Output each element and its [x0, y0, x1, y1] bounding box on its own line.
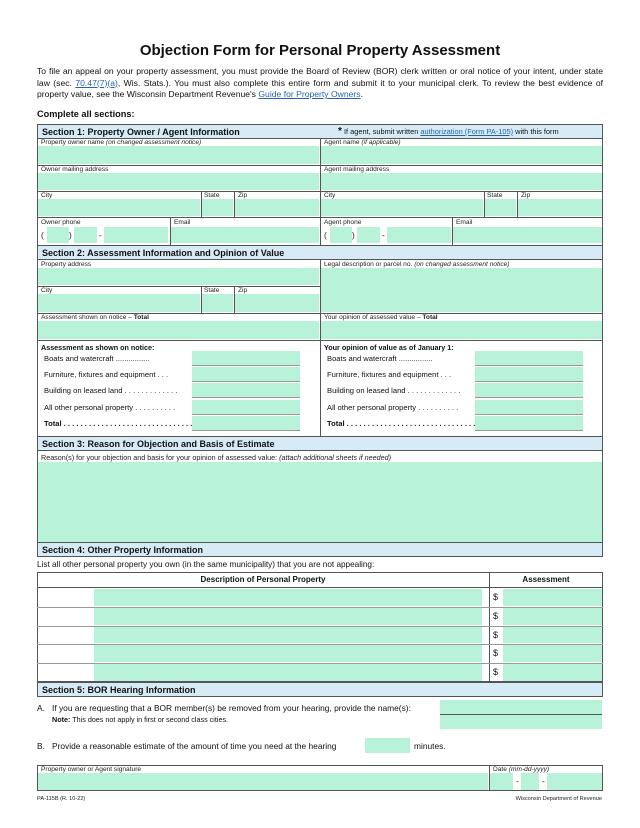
agent-address-label: Agent mailing address [324, 166, 390, 173]
divider [192, 430, 300, 431]
other-property-assessment-field[interactable] [503, 589, 602, 606]
owner-name-field[interactable] [38, 146, 319, 164]
department-name: Wisconsin Department of Revenue [515, 796, 602, 802]
notice-row-label: Building on leased land . . . . . . . . . . . . . [44, 386, 178, 396]
divider [37, 587, 603, 588]
agent-phone-prefix-field[interactable] [357, 227, 380, 243]
note-pre: If agent, submit written [341, 127, 421, 136]
owner-city-label: City [41, 192, 53, 199]
signature-label: Property owner or Agent signature [41, 766, 142, 773]
section2-right-border [602, 260, 603, 436]
section5-title: Section 5: BOR Hearing Information [42, 685, 196, 695]
assessment-notice-heading: Assessment as shown on notice: [41, 343, 155, 352]
section4-header [37, 542, 603, 557]
property-state-label: State [204, 287, 220, 294]
description-column-header: Description of Personal Property [200, 575, 326, 584]
opinion-value-heading: Your opinion of value as of January 1: [324, 343, 454, 352]
date-day-field[interactable] [521, 773, 539, 790]
bor-member-names-field-1[interactable] [440, 700, 602, 714]
owner-zip-label: Zip [238, 192, 248, 199]
notice-row-value-field[interactable] [192, 416, 300, 430]
notice-row-label: Furniture, fixtures and equipment . . . [44, 370, 169, 380]
reason-field[interactable] [38, 462, 602, 542]
agent-phone-dash: - [382, 230, 385, 240]
section1-title: Section 1: Property Owner / Agent Information [42, 127, 240, 137]
other-property-description-field[interactable] [94, 608, 482, 625]
intro-text-1: To file an appeal on your property assessment, you must provide the Board of Review (BOR) clerk written or oral notice of your intent, under state law (sec. [37, 66, 603, 88]
notice-row-label: Total . . . . . . . . . . . . . . . . . . . . . . . . . . . . . . . [44, 418, 193, 428]
dollar-sign: $ [493, 610, 499, 621]
reason-label: Reason(s) for your objection and basis for your opinion of assessed value: (attach additional sheets if needed) [41, 453, 392, 462]
note-post: with this form [513, 127, 559, 136]
agent-email-label: Email [456, 219, 473, 226]
other-property-description-field[interactable] [94, 645, 482, 662]
notice-row-label: Boats and watercraft ................ [44, 354, 150, 363]
form-id: PA-115B (R. 10-22) [37, 796, 86, 802]
opinion-row-value-field[interactable] [475, 383, 583, 397]
authorization-link[interactable]: authorization (Form PA-105) [420, 127, 514, 136]
other-property-assessment-field[interactable] [503, 664, 602, 681]
notice-row-value-field[interactable] [192, 367, 300, 381]
intro-paragraph [37, 66, 603, 101]
divider [37, 165, 603, 166]
owner-phone-paren-open: ( [41, 230, 44, 240]
item-b-text: Provide a reasonable estimate of the amount of time you need at the hearing [52, 741, 337, 751]
form-title: Objection Form for Personal Property Assessment [139, 42, 501, 59]
item-a-text: If you are requesting that a BOR member(s) be removed from your hearing, provide the name(s): [52, 703, 411, 713]
agent-name-label: Agent name (if applicable) [324, 139, 401, 146]
owner-phone-paren-close: ) [69, 230, 72, 240]
opinion-row-value-field[interactable] [475, 351, 583, 365]
asterisk-icon: * [338, 126, 342, 137]
property-zip-label: Zip [238, 287, 248, 294]
agent-zip-label: Zip [521, 192, 531, 199]
divider [192, 397, 300, 398]
divider [37, 191, 603, 192]
notice-row-value-field[interactable] [192, 400, 300, 414]
date-dash: - [542, 776, 545, 786]
owner-zip-field[interactable] [235, 199, 319, 216]
minutes-label: minutes. [414, 741, 446, 751]
item-b-letter: B. [37, 741, 45, 751]
property-city-field[interactable] [38, 294, 200, 312]
bor-member-names-field-2[interactable] [440, 715, 602, 729]
dollar-sign: $ [493, 667, 499, 678]
item-a-letter: A. [37, 703, 45, 713]
agent-name-field[interactable] [321, 146, 602, 164]
owner-name-label: Property owner name (on changed assessment notice) [41, 139, 202, 146]
divider [37, 340, 603, 341]
other-property-description-field[interactable] [94, 664, 482, 681]
section3-right-border [602, 451, 603, 543]
notice-row-value-field[interactable] [192, 351, 300, 365]
agent-authorization-note [338, 126, 559, 137]
dollar-sign: $ [493, 629, 499, 640]
property-zip-field[interactable] [235, 294, 319, 312]
other-property-assessment-field[interactable] [503, 645, 602, 662]
section3-header [37, 436, 603, 451]
owner-email-field[interactable] [171, 227, 319, 243]
item-a-note: Note: This does not apply in first or second class cities. [52, 715, 229, 724]
opinion-row-label: All other personal property . . . . . . . . . . [327, 402, 459, 412]
other-property-assessment-field[interactable] [503, 608, 602, 625]
section2-title: Section 2: Assessment Information and Opinion of Value [42, 248, 285, 258]
agent-phone-area-code-field[interactable] [330, 227, 352, 243]
divider [192, 414, 300, 415]
section1-right-border [602, 139, 603, 245]
divider [37, 217, 603, 218]
intro-text-3: . [360, 89, 363, 100]
agent-city-field[interactable] [321, 199, 483, 216]
opinion-row-value-field[interactable] [475, 400, 583, 414]
opinion-total-field[interactable] [321, 321, 602, 339]
section4-instruction: List all other personal property you own (in the same municipality) that you are not appealing: [37, 560, 375, 569]
owner-address-field[interactable] [38, 173, 319, 190]
assessment-notice-total-label: Assessment shown on notice – Total [41, 314, 149, 321]
owner-phone-line-field[interactable] [104, 227, 168, 243]
agent-zip-field[interactable] [518, 199, 602, 216]
divider [37, 286, 321, 287]
assessment-column-header: Assessment [522, 575, 570, 584]
opinion-row-label: Building on leased land . . . . . . . . . . . . . [327, 386, 461, 396]
divider [475, 381, 583, 382]
legal-description-field[interactable] [321, 268, 602, 312]
other-property-description-field[interactable] [94, 589, 482, 606]
agent-phone-label: Agent phone [324, 219, 362, 226]
opinion-row-label: Boats and watercraft ................ [327, 354, 433, 363]
date-label: Date (mm-dd-yyyy) [493, 766, 550, 773]
divider [489, 572, 490, 682]
property-state-field[interactable] [202, 294, 233, 312]
agent-phone-line-field[interactable] [387, 227, 451, 243]
divider [475, 430, 583, 431]
hearing-minutes-field[interactable] [365, 738, 410, 753]
owner-state-label: State [204, 192, 220, 199]
agent-phone-paren-open: ( [324, 230, 327, 240]
legal-description-label: Legal description or parcel no. (on changed assessment notice) [324, 261, 510, 268]
notice-row-label: All other personal property . . . . . . . . . . [44, 402, 176, 412]
owner-phone-area-code-field[interactable] [47, 227, 69, 243]
owner-city-field[interactable] [38, 199, 200, 216]
other-property-description-field[interactable] [94, 627, 482, 644]
complete-all-heading: Complete all sections: [37, 109, 135, 119]
dollar-sign: $ [493, 648, 499, 659]
section5-header [37, 682, 603, 697]
signature-field[interactable] [38, 773, 488, 790]
agent-email-field[interactable] [453, 227, 602, 243]
agent-state-label: State [487, 192, 503, 199]
divider [192, 365, 300, 366]
owner-address-label: Owner mailing address [41, 166, 109, 173]
date-month-field[interactable] [490, 773, 513, 790]
owner-phone-prefix-field[interactable] [74, 227, 97, 243]
agent-state-field[interactable] [485, 199, 516, 216]
divider [475, 397, 583, 398]
agent-city-label: City [324, 192, 336, 199]
statute-link[interactable]: 70.47(7)(a) [75, 77, 118, 88]
agent-phone-paren-close: ) [352, 230, 355, 240]
opinion-row-label: Furniture, fixtures and equipment . . . [327, 370, 452, 380]
assessment-notice-total-field[interactable] [38, 321, 319, 339]
dollar-sign: $ [493, 592, 499, 602]
property-address-label: Property address [41, 261, 92, 268]
opinion-total-label: Your opinion of assessed value – Total [324, 314, 438, 321]
divider [192, 381, 300, 382]
opinion-row-label: Total . . . . . . . . . . . . . . . . . . . . . . . . . . . . . . . [327, 418, 476, 428]
agent-address-field[interactable] [321, 173, 602, 190]
owner-phone-dash: - [99, 230, 102, 240]
other-property-assessment-field[interactable] [503, 627, 602, 644]
opinion-row-value-field[interactable] [475, 416, 583, 430]
section2-header [37, 245, 603, 260]
section1-header [37, 124, 603, 139]
guide-link[interactable]: Guide for Property Owners [258, 89, 361, 100]
divider [475, 365, 583, 366]
opinion-row-value-field[interactable] [475, 367, 583, 381]
owner-email-label: Email [174, 219, 191, 226]
owner-state-field[interactable] [202, 199, 233, 216]
property-address-field[interactable] [38, 268, 319, 285]
date-dash: - [516, 776, 519, 786]
section3-title: Section 3: Reason for Objection and Basis of Estimate [42, 439, 275, 449]
date-year-field[interactable] [547, 773, 602, 790]
property-city-label: City [41, 287, 53, 294]
intro-text-2: , Wis. Stats.). You must also complete this entire form and submit it to your municipal clerk. To review the best evidence of property value, see the Wisconsin Department Revenue's [37, 77, 603, 100]
owner-phone-label: Owner phone [41, 219, 81, 226]
notice-row-value-field[interactable] [192, 383, 300, 397]
section4-title: Section 4: Other Property Information [42, 545, 204, 555]
divider [475, 414, 583, 415]
